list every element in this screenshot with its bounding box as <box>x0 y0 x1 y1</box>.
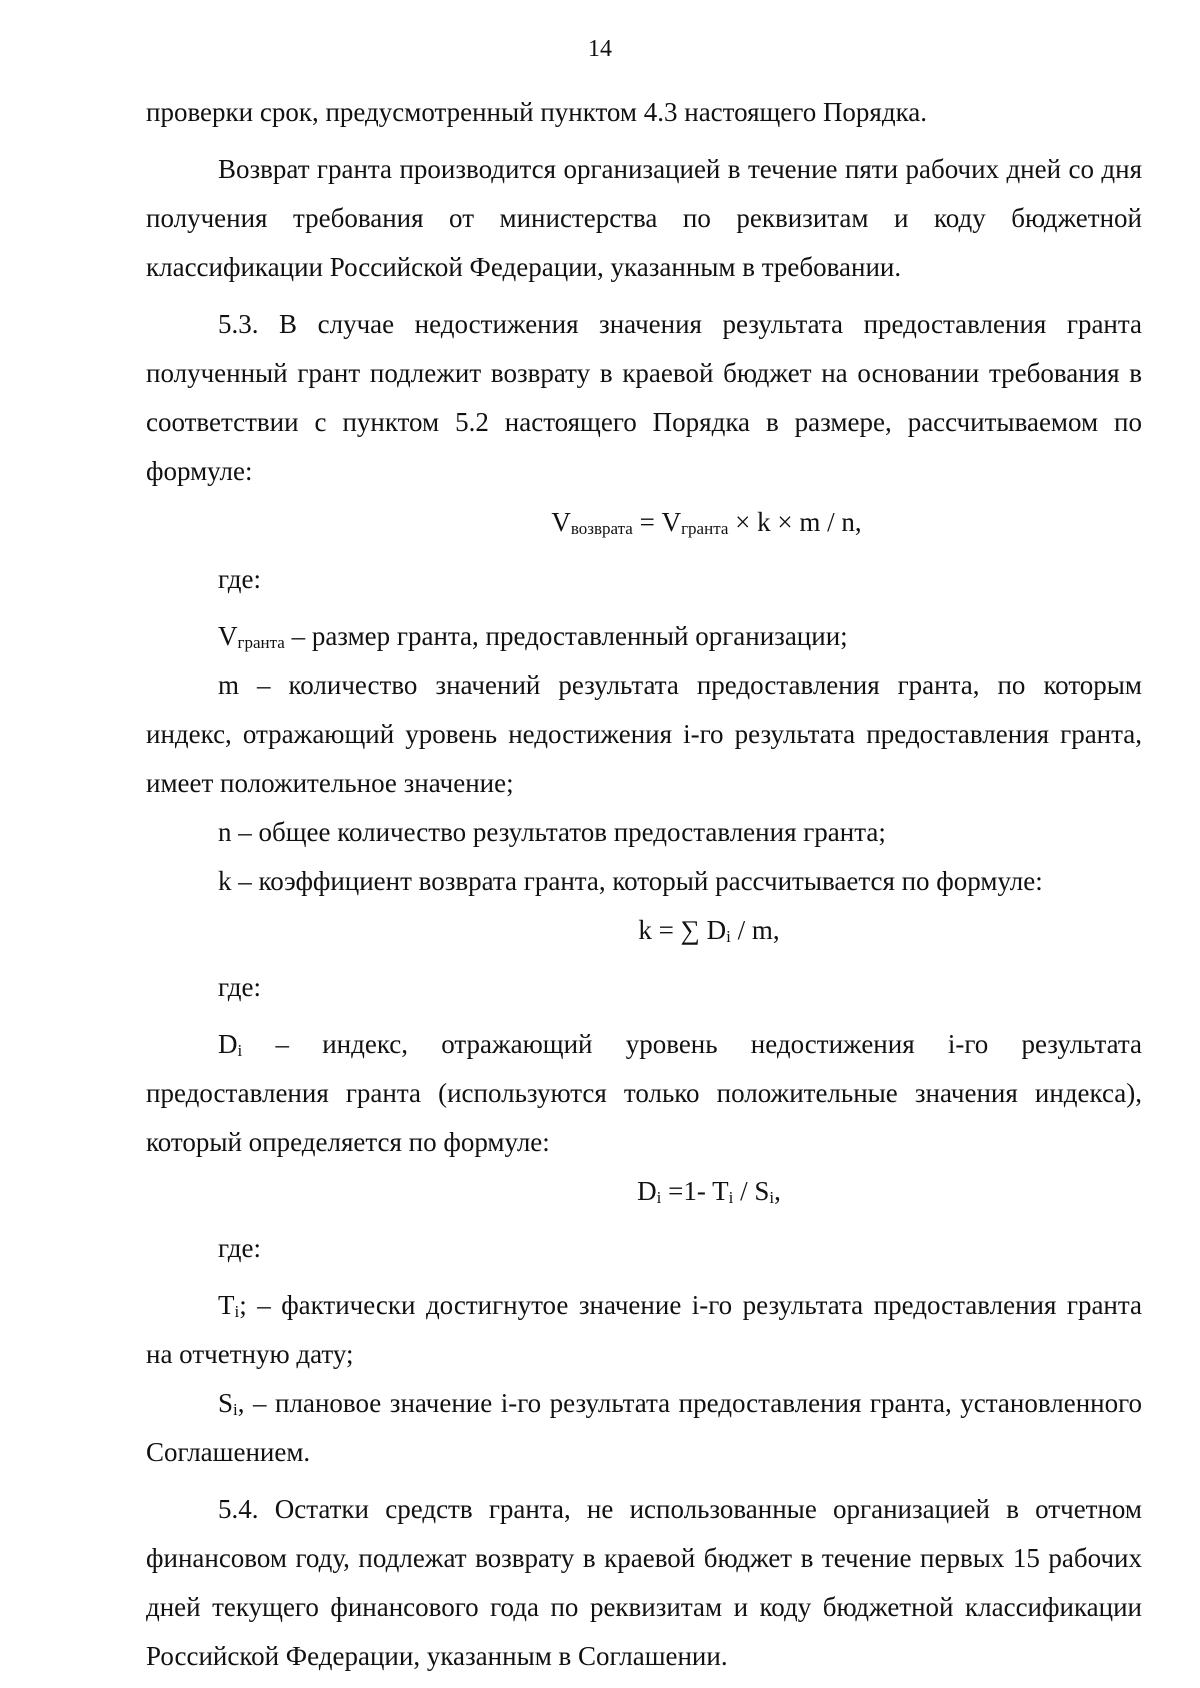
paragraph-5-4: 5.4. Остатки средств гранта, не использованные организацией в отчетном финансовом году, подлежат возврату в краевой бюджет в течение первых 15 рабочих дней текущего финансового года по реквизитам и коду бюджетной классификации Российской Федерации, указанным в Соглашении. <box>146 1494 1142 1671</box>
paragraph-grant-return: Возврат гранта производится организацией в течение пяти рабочих дней со дня получения требования от министерства по реквизитам и коду бюджетной классификации Российской Федерации, указанным в требовании. <box>146 154 1142 282</box>
formula-k: k = ∑ $D_i$ / m, <box>638 915 780 946</box>
where-label-1: где: <box>218 564 261 594</box>
document-body <box>146 88 1142 1681</box>
paragraph-continuation: проверки срок, предусмотренный пунктом 4.3 настоящего Порядка. <box>146 97 928 127</box>
definition-d: $D_i$ – индекс, отражающий уровень недостижения i-го результата предоставления гранта (используются только положительные значения индекса), который определяется по формуле: <box>146 1029 1142 1157</box>
definition-t: $T_i$; – фактически достигнутое значение i-го результата предоставления гранта на отчетную дату; <box>146 1290 1142 1369</box>
definition-s: $S_i$, – плановое значение i-го результата предоставления гранта, установленного Соглашением. <box>146 1388 1142 1467</box>
definition-m: m – количество значений результата предоставления гранта, по которым индекс, отражающий уровень недостижения i-го результата предоставления гранта, имеет положительное значение; <box>146 670 1142 798</box>
where-label-2: где: <box>218 972 261 1002</box>
page-number: 14 <box>588 36 612 62</box>
formula-return-amount: $V_{возврата} = V_{гранта} \times k \times m / n$, <box>551 507 862 538</box>
formula-d: $D_i =1-$ $T_i / S_i$, <box>637 1176 781 1207</box>
paragraph-5-3: 5.3. В случае недостижения значения результата предоставления гранта полученный грант подлежит возврату в краевой бюджет на основании требования в соответствии с пунктом 5.2 настоящего Порядка в размере, рассчитываемом по формуле: <box>146 309 1142 486</box>
where-label-3: где: <box>218 1233 261 1263</box>
definition-v-grant: $V_{гранта}$ – размер гранта, предоставленный организации; <box>218 621 848 652</box>
definition-n: n – общее количество результатов предоставления гранта; <box>218 817 886 847</box>
definition-k: k – коэффициент возврата гранта, который рассчитывается по формуле: <box>218 866 1043 896</box>
